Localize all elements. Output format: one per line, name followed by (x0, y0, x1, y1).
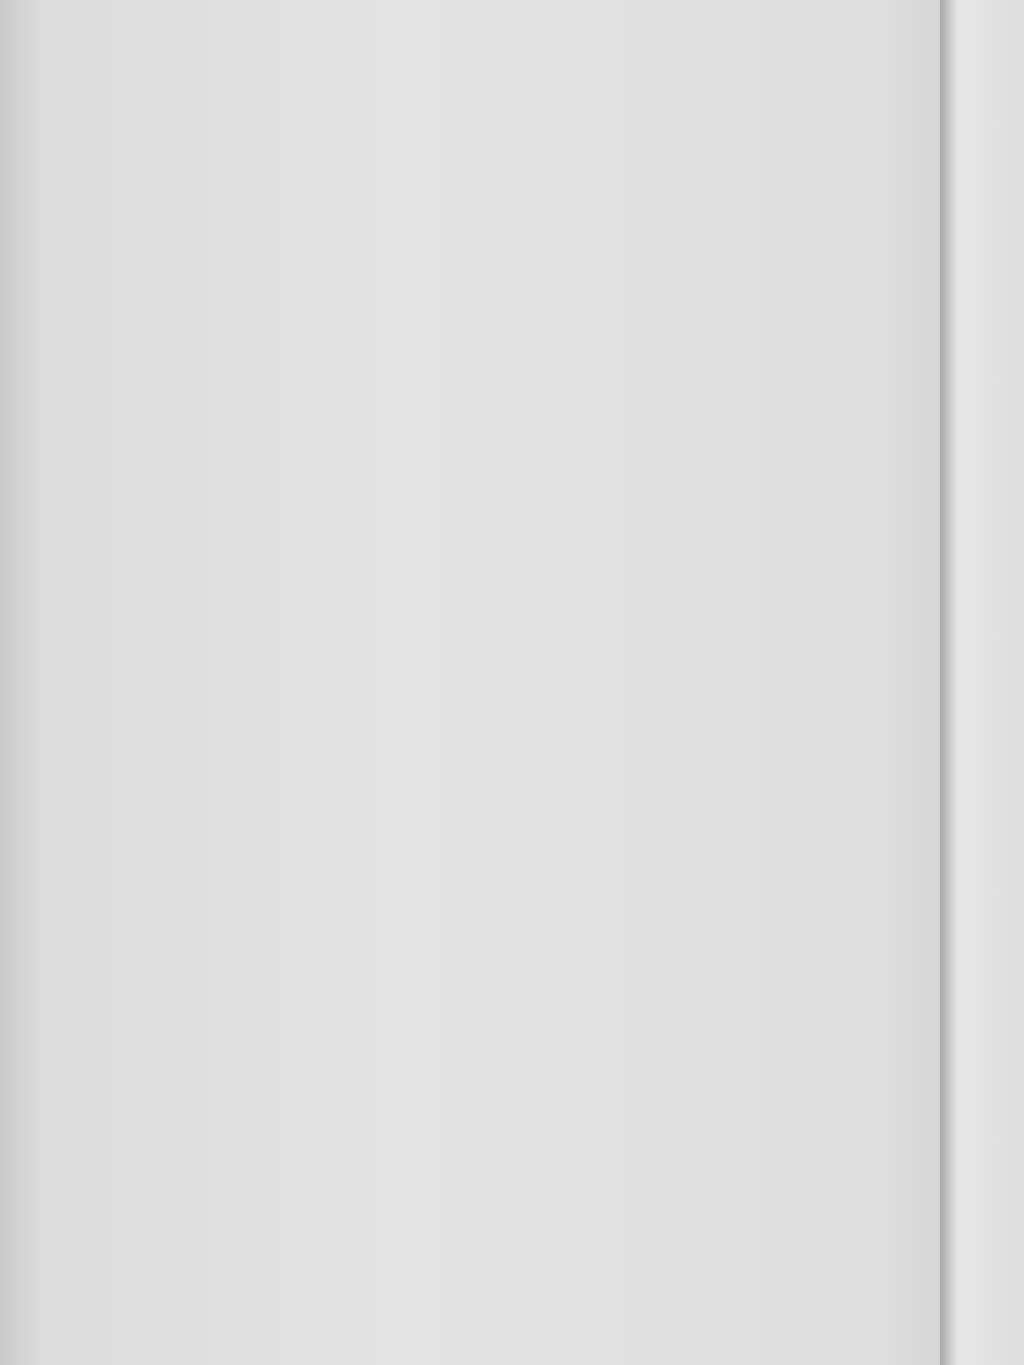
next-page-edge (940, 0, 1024, 1365)
